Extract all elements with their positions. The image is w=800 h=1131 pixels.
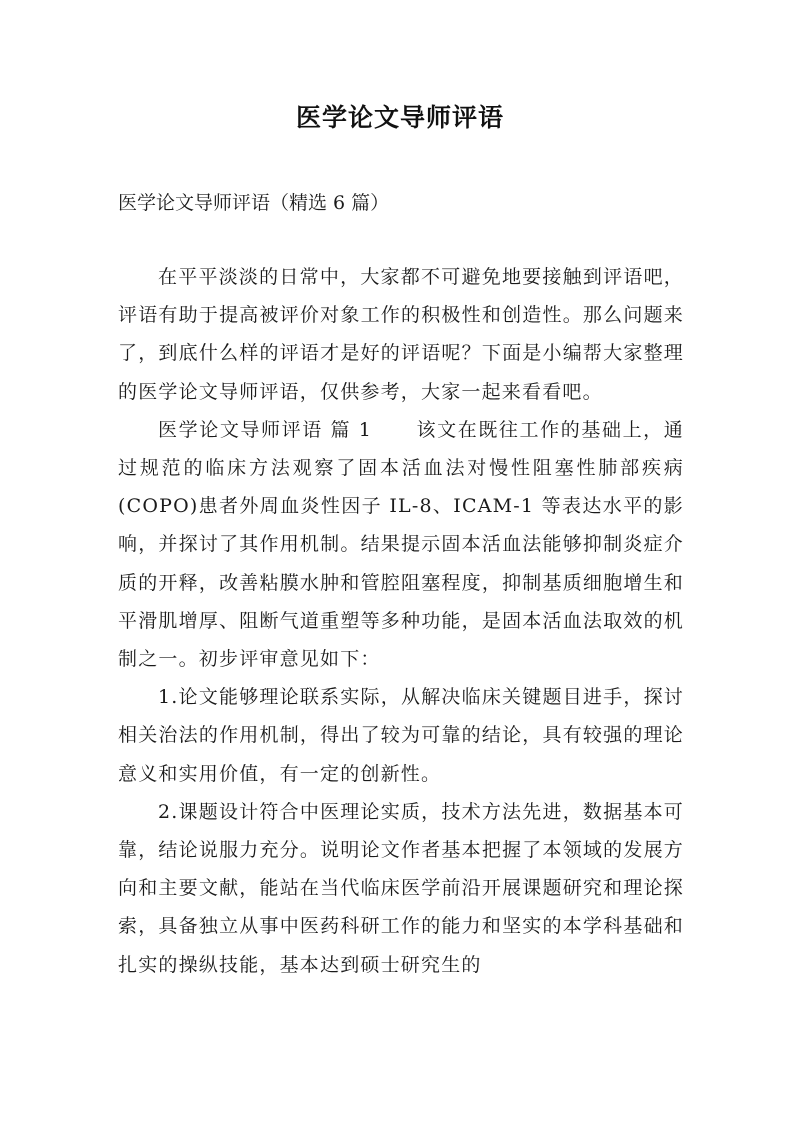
review-point-2: 2.课题设计符合中医理论实质，技术方法先进，数据基本可靠，结论说服力充分。说明论文作者基本把握了本领域的发展方向和主要文献，能站在当代临床医学前沿开展课题研究和理论探索，具备独立从事中医药科研工作的能力和坚实的本学科基础和扎实的操纵技能，基本达到硕士研究生的	[118, 800, 684, 976]
document-subtitle: 医学论文导师评语（精选 6 篇）	[118, 192, 390, 214]
document-title: 医学论文导师评语	[295, 103, 504, 132]
intro-paragraph: 在平平淡淡的日常中，大家都不可避免地要接触到评语吧，评语有助于提高被评价对象工作的积极性和创造性。那么问题来了，到底什么样的评语才是好的评语呢？下面是小编帮大家整理的医学论文导师评语，仅供参考，大家一起来看看吧。	[118, 266, 684, 403]
section-heading: 医学论文导师评语 篇 1	[158, 418, 373, 441]
review-point-1: 1.论文能够理论联系实际，从解决临床关键题目进手，探讨相关治法的作用机制，得出了较为可靠的结论，具有较强的理论意义和实用价值，有一定的创新性。	[118, 686, 684, 785]
section-1-paragraph	[118, 411, 684, 678]
document-body	[118, 258, 684, 984]
section-1-text: 该文在既往工作的基础上，通过规范的临床方法观察了固本活血法对慢性阻塞性肺部疾病(COPO)患者外周血炎性因子 IL-8、ICAM-1 等表达水平的影响，并探讨了其作用机制。结果提示固本活血法能够抑制炎症介质的开释，改善粘膜水肿和管腔阻塞程度，抑制基质细胞增生和平滑肌增厚、阻断气道重塑等多种功能，是固本活血法取效的机制之一。初步评审意见如下：	[118, 418, 684, 671]
